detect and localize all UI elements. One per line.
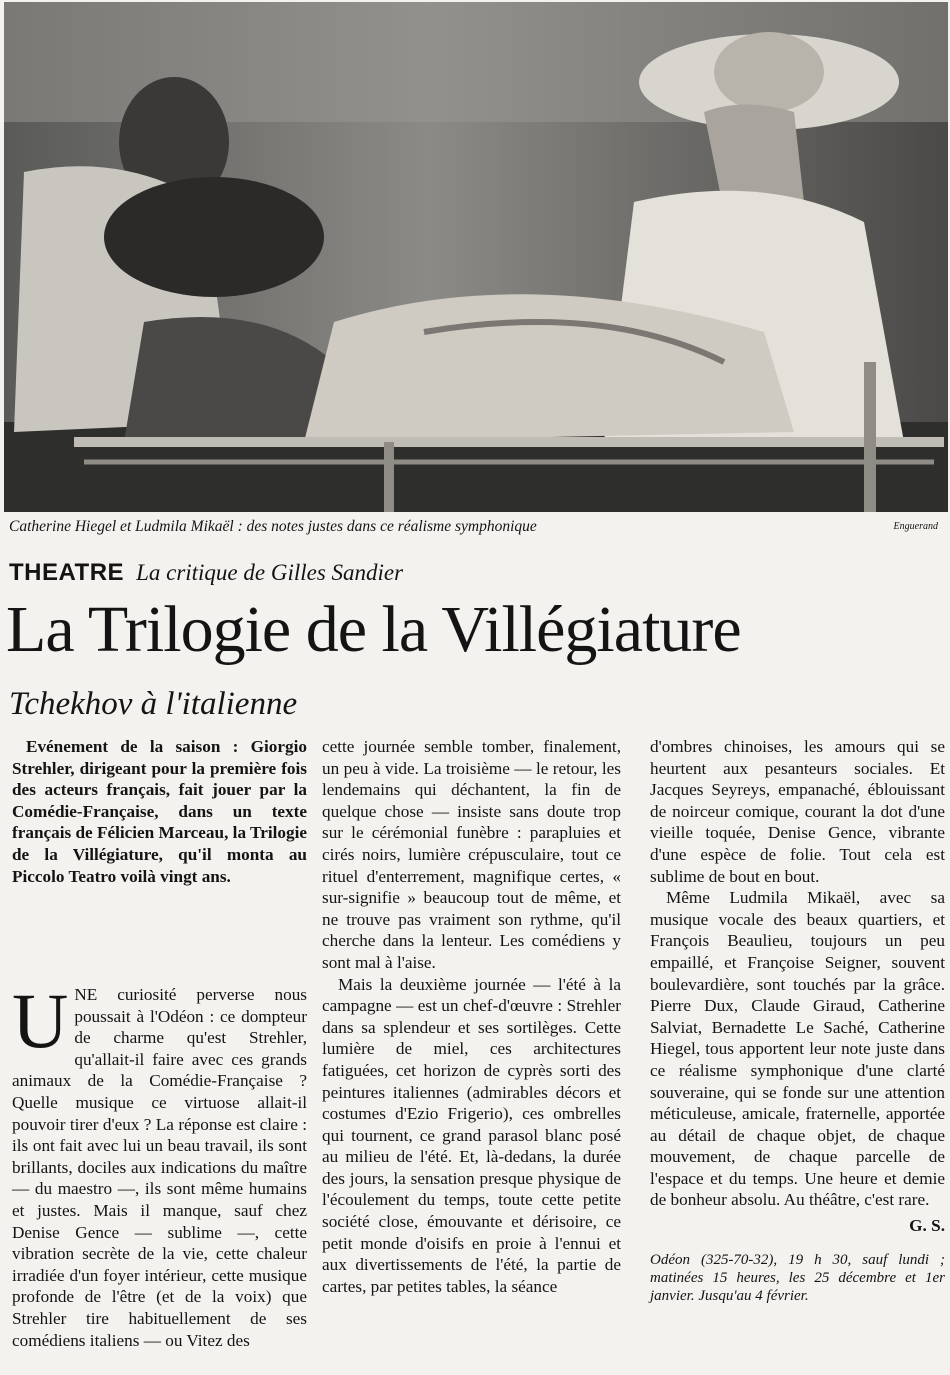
photo-caption: Catherine Hiegel et Ludmila Mikaël : des notes justes dans ce réalisme symphonique <box>9 518 537 535</box>
first-paragraph <box>12 977 307 1351</box>
performance-info: Odéon (325-70-32), 19 h 30, sauf lundi ; matinées 15 heures, les 25 décembre et 1er janvier. Jusqu'au 4 février. <box>650 1251 945 1304</box>
column-1-body <box>12 977 307 1351</box>
paragraph-4: d'ombres chinoises, les amours qui se heurtent aux pesanteurs sociales. Et Jacques Seyreys, empanaché, éblouissant de noirceur comique, courant la dot d'une vieille toquée, Denise Gence, vibrante d'une espèce de folie. Tout cela est sublime de bout en bout. <box>650 737 945 886</box>
paragraph-2: cette journée semble tomber, finalement, un peu à vide. La troisième — le retour, les lendemains qui déchantent, la fin de quelque chose — insiste sans doute trop sur le cérémonial funèbre : parapluies et cirés noirs, lumière crépusculaire, tout ce rituel d'enterrement, magnifique certes, « sur-signifie » beaucoup tout de même, et ne trouve pas vraiment son rythme, qu'il cherche dans la lenteur. Les comédiens y sont mal à l'aise. <box>322 737 621 972</box>
article-headline: La Trilogie de la Villégiature <box>6 593 741 666</box>
stage-photo <box>4 2 948 512</box>
lead-paragraph <box>12 736 307 887</box>
column-1 <box>12 736 307 887</box>
section-label: THEATRE <box>9 559 125 586</box>
column-3 <box>650 736 945 1305</box>
drop-cap: U <box>12 977 69 1064</box>
stage-photo-image <box>4 2 948 512</box>
column-2 <box>322 736 621 1297</box>
paragraph-3: Mais la deuxième journée — l'été à la campagne — est un chef-d'œuvre : Strehler dans sa splendeur et ses sortilèges. Cette lumière de miel, ces architectures fatiguées, cet horizon de cyprès sorti des peintures italiennes (admirables décors et costumes d'Ezio Frigerio), ces ombrelles qui tournent, ce grand parasol blanc posé au milieu de l'été. Et, là-dedans, la durée des jours, la sensation presque physique de l'écoulement du temps, toute cette petite société close, émouvante et dérisoire, ce petit monde d'oisifs en proie à l'ennui et aux divertissements de l'été, la partie de cartes, par petites tables, la séance <box>322 974 621 1296</box>
paragraph-5: Même Ludmila Mikaël, avec sa musique vocale des beaux quartiers, et François Beaulieu, toujours un peu empaillé, et Françoise Seigner, souvent boulevardière, sont touchés par la grâce. Pierre Dux, Claude Giraud, Catherine Salviat, Bernadette Le Saché, Catherine Hiegel, tous apportent leur note juste dans ce réalisme symphonique d'une clarté souveraine, qui se fonde sur une attention méticuleuse, amicale, fraternelle, apportée au détail de chaque objet, de chaque mouvement, de chaque parcelle de l'espace et du temps. Une heure et demie de bonheur absolu. Au théâtre, c'est rare. <box>650 888 945 1210</box>
article-kicker <box>9 559 403 587</box>
article-subhead: Tchekhov à l'italienne <box>9 686 298 722</box>
lead-text: Evénement de la saison : Giorgio Strehler, dirigeant pour la première fois des acteurs français, fait jouer par la Comédie-Française, dans un texte français de Félicien Marceau, la Trilogie de la Villégiature, qu'il monta au Piccolo Teatro voilà vingt ans. <box>12 737 307 886</box>
signature: G. S. <box>909 1216 945 1236</box>
byline: La critique de Gilles Sandier <box>136 560 404 585</box>
photo-credit: Enguerand <box>893 521 938 532</box>
first-paragraph-text: NE curiosité perverse nous poussait à l'Odéon : ce dompteur de charme qu'est Strehler, qu'allait-il faire avec ces grands animaux de la Comédie-Française ? Quelle musique ce virtuose allait-il pouvoir tirer d'eux ? La réponse est claire : ils ont fait avec lui un beau travail, ils sont brillants, dociles aux indications du maître — du maestro —, ils sont même humains et justes. Mais il manque, sauf chez Denise Gence — sublime —, cette vibration secrète de la vie, cette chaleur irradiée d'un foyer intérieur, cette musique profonde de l'être (et de la voix) que Strehler tire habituellement de ses comédiens italiens — ou Vitez des <box>12 985 307 1350</box>
